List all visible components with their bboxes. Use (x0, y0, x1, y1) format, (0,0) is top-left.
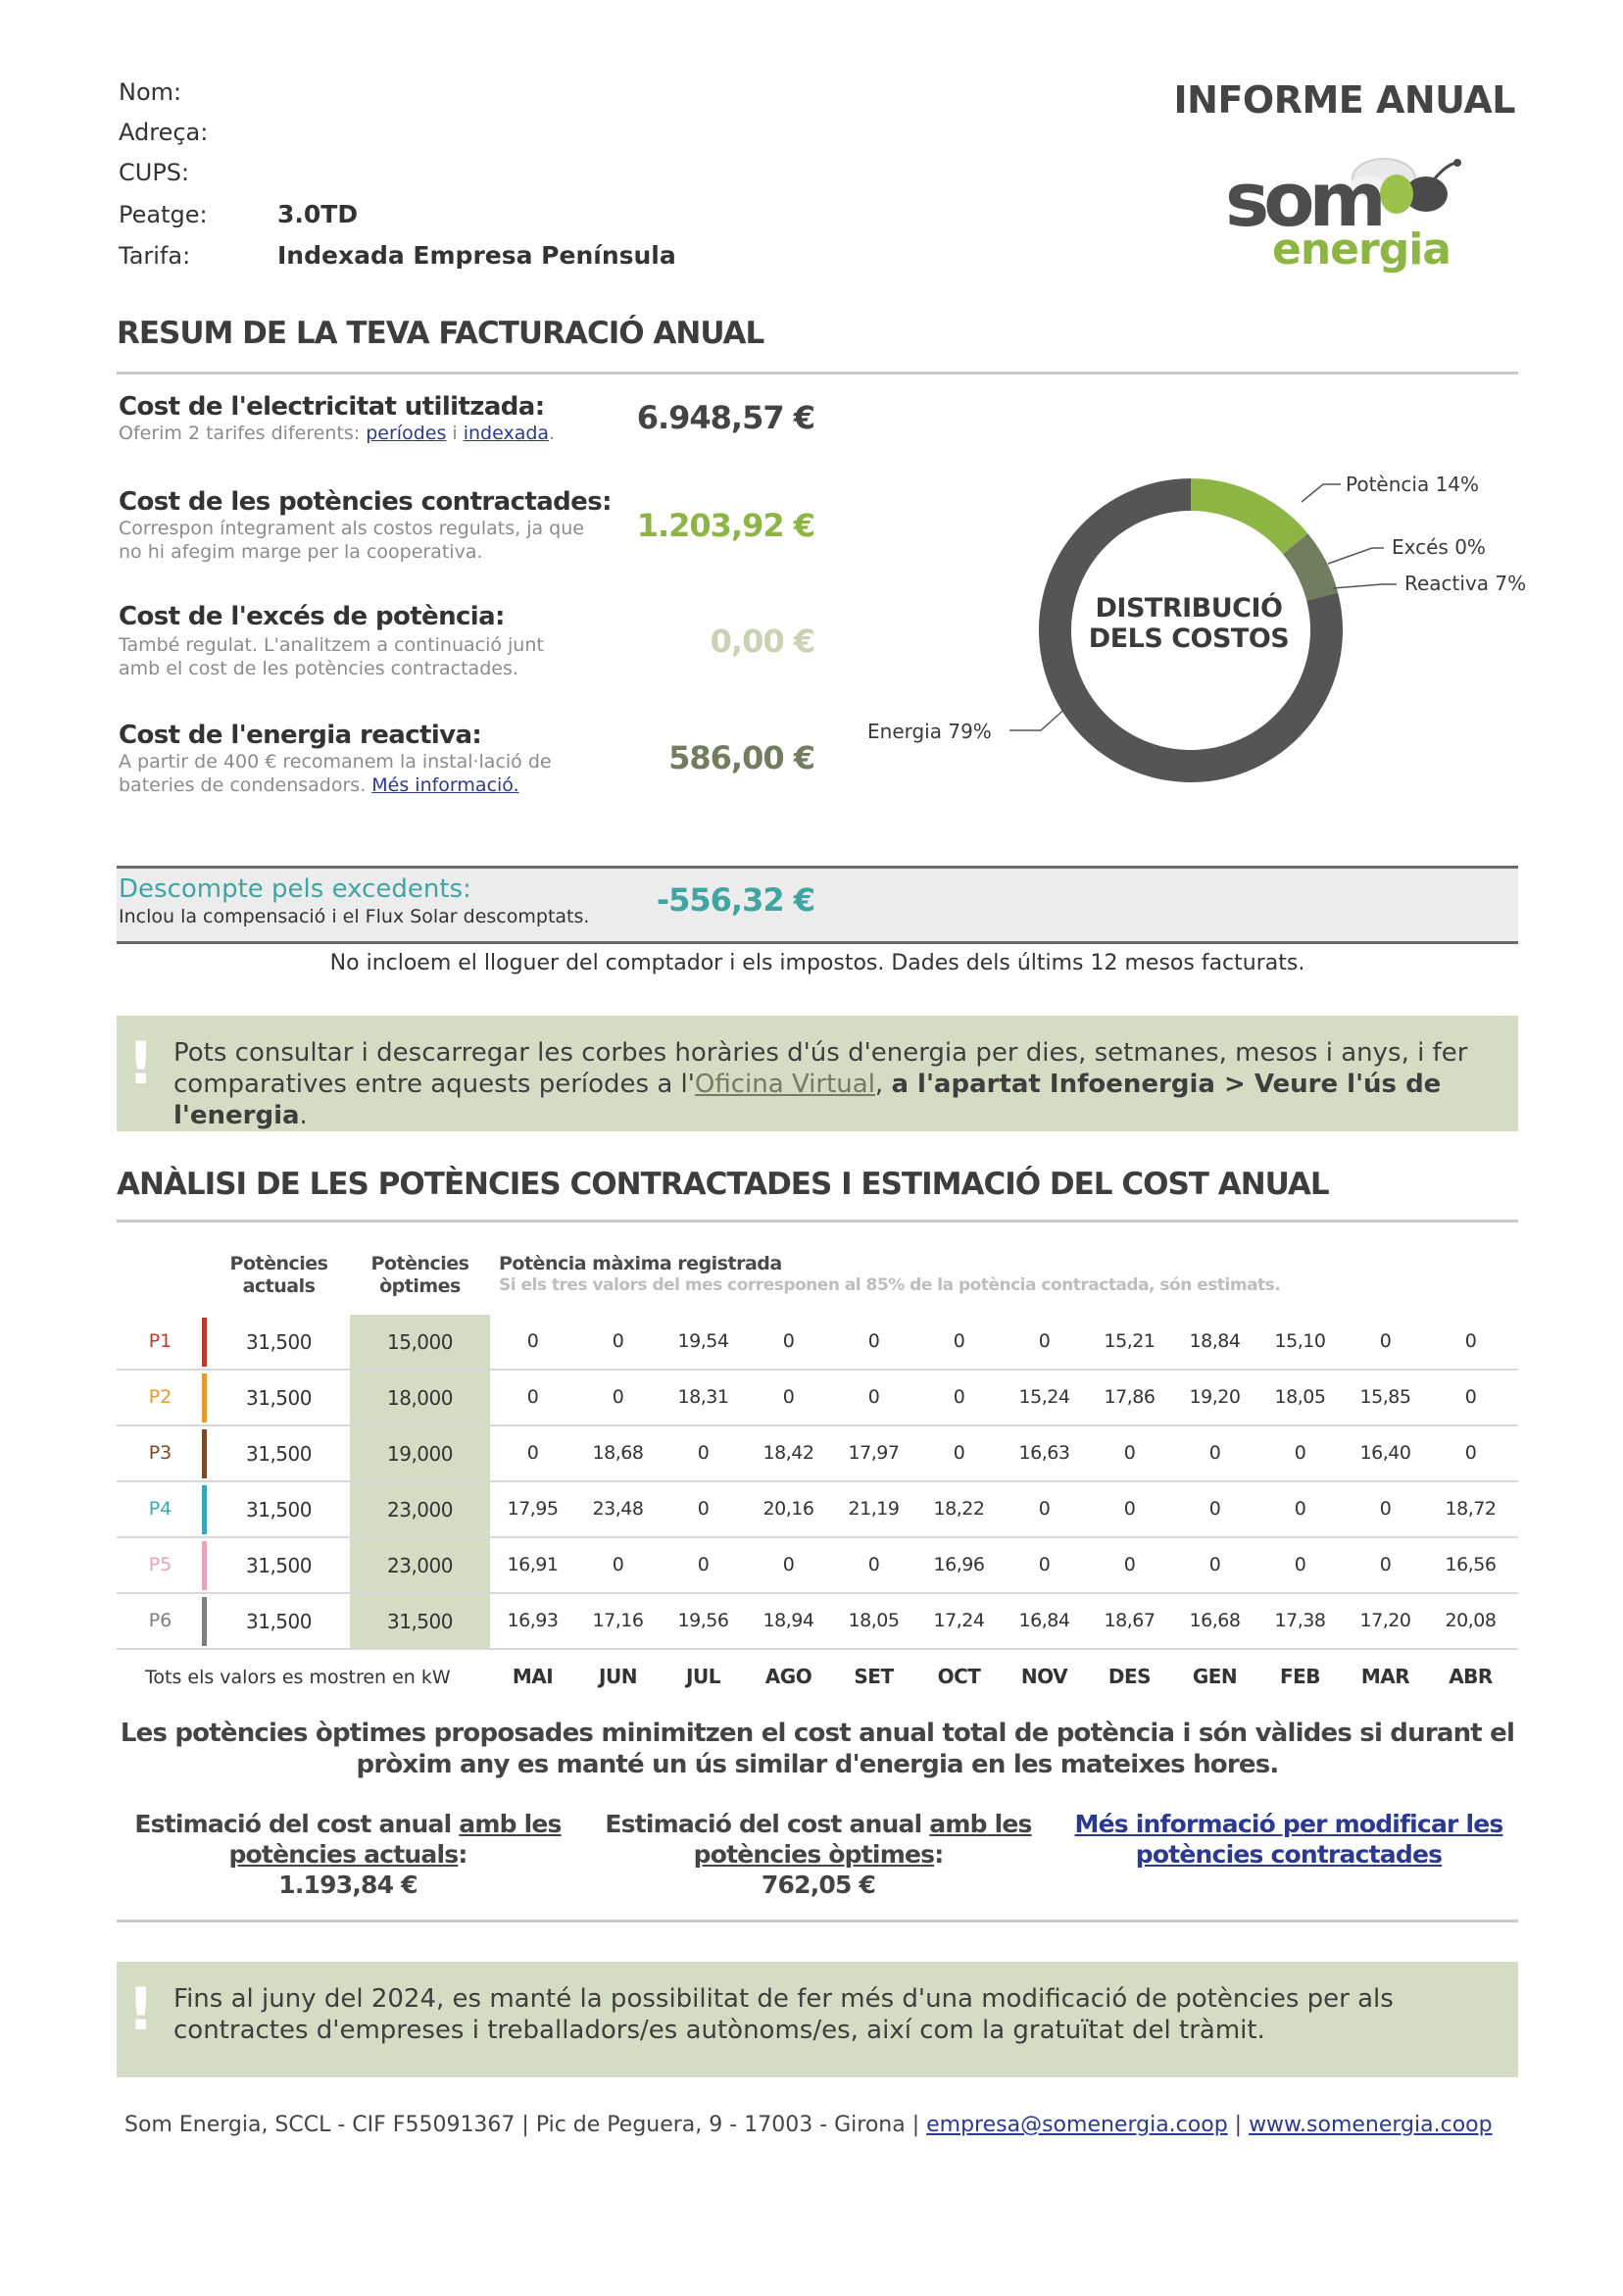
row-divider (117, 1424, 1518, 1426)
max-power-cell: 0 (867, 1330, 880, 1352)
max-power-cell: 0 (1464, 1442, 1477, 1464)
electricity-cost-title: Cost de l'electricitat utilitzada: (119, 392, 545, 422)
max-power-cell: 23,48 (592, 1498, 644, 1520)
max-power-cell: 0 (953, 1386, 965, 1408)
max-power-cell: 0 (1464, 1386, 1477, 1408)
max-power-cell: 0 (1294, 1442, 1306, 1464)
current-power-cell: 31,500 (246, 1498, 312, 1522)
optimal-power-cell: 23,000 (387, 1554, 453, 1577)
max-power-cell: 0 (697, 1498, 710, 1520)
max-power-cell: 20,16 (762, 1498, 814, 1520)
address-label: Adreça: (119, 119, 209, 146)
max-power-cell: 0 (1294, 1498, 1306, 1520)
max-power-cell: 17,38 (1274, 1610, 1326, 1631)
max-power-cell: 0 (1208, 1498, 1221, 1520)
col-current-power: Potències actuals (229, 1253, 328, 1297)
discount-desc: Inclou la compensació i el Flux Solar descomptats. (119, 906, 590, 927)
reactive-cost-desc: A partir de 400 € recomanem la instal·lació de bateries de condensadors. Més informació. (119, 751, 552, 796)
max-power-cell: 0 (1379, 1330, 1392, 1352)
max-power-cell: 0 (612, 1330, 624, 1352)
row-divider (117, 1592, 1518, 1594)
period-label: P4 (148, 1498, 172, 1520)
chart-label-reactive: Reactiva 7% (1404, 572, 1527, 595)
period-label: P2 (148, 1386, 172, 1408)
notice-infoenergia-text: Pots consultar i descarregar les corbes horàries d'ús d'energia per dies, setmanes, mesos i anys, i fer comparatives entre aquests períodes a l'Oficina Virtual, a l'apartat Infoenergia > Veure l'ús de l'energia. (173, 1038, 1468, 1130)
max-power-cell: 16,56 (1445, 1554, 1497, 1575)
footer: Som Energia, SCCL - CIF F55091367 | Pic de Peguera, 9 - 17003 - Girona | empresa@somenergia.coop | www.somenergia.coop (124, 2113, 1493, 2137)
max-power-cell: 0 (1464, 1330, 1477, 1352)
period-color-bar (202, 1541, 207, 1590)
reactive-cost-title: Cost de l'energia reactiva: (119, 721, 482, 750)
power-cost-value: 1.203,92 € (636, 507, 814, 544)
exclamation-icon: ! (127, 1029, 155, 1098)
month-label: JUN (599, 1665, 637, 1688)
chart-label-power: Potència 14% (1346, 473, 1480, 496)
max-power-cell: 0 (612, 1554, 624, 1575)
max-power-cell: 0 (867, 1386, 880, 1408)
col-optimal-power: Potències òptimes (370, 1253, 469, 1297)
max-power-cell: 16,84 (1018, 1610, 1070, 1631)
excess-cost-desc: També regulat. L'analitzem a continuació junt amb el cost de les potències contractades. (119, 634, 544, 679)
website-link[interactable]: www.somenergia.coop (1249, 2113, 1493, 2137)
max-power-cell: 0 (953, 1442, 965, 1464)
max-power-cell: 15,85 (1359, 1386, 1411, 1408)
max-power-cell: 19,54 (677, 1330, 729, 1352)
period-color-bar (202, 1429, 207, 1478)
max-power-cell: 0 (526, 1330, 539, 1352)
estimate-divider (117, 1920, 1518, 1922)
max-power-cell: 0 (782, 1330, 795, 1352)
max-power-cell: 18,31 (677, 1386, 729, 1408)
max-power-cell: 18,22 (933, 1498, 985, 1520)
max-power-cell: 16,93 (507, 1610, 559, 1631)
max-power-cell: 18,72 (1445, 1498, 1497, 1520)
email-link[interactable]: empresa@somenergia.coop (926, 2113, 1228, 2137)
max-power-cell: 17,97 (848, 1442, 900, 1464)
row-divider (117, 1648, 1518, 1650)
period-label: P5 (148, 1554, 172, 1575)
period-color-bar (202, 1597, 207, 1646)
period-label: P3 (148, 1442, 172, 1464)
max-power-cell: 15,10 (1274, 1330, 1326, 1352)
max-power-cell: 18,68 (592, 1442, 644, 1464)
report-title: INFORME ANUAL (1173, 78, 1515, 122)
max-power-cell: 0 (1038, 1554, 1051, 1575)
estimate-optimal-value: 762,05 € (761, 1871, 876, 1899)
optimal-statement: Les potències òptimes proposades minimitzen el cost anual total de potència i són vàlides si durant el pròxim any es manté un ús similar d'energia en les mateixes hores. (120, 1719, 1515, 1779)
month-label: DES (1107, 1665, 1152, 1688)
max-power-cell: 0 (1038, 1498, 1051, 1520)
period-label: P1 (148, 1330, 172, 1352)
summary-divider (117, 372, 1518, 374)
col-max-power-note: Si els tres valors del mes corresponen al 85% de la potència contractada, són estimats. (499, 1275, 1281, 1295)
month-label: NOV (1020, 1665, 1068, 1688)
reactive-cost-value: 586,00 € (668, 739, 814, 776)
electricity-cost-value: 6.948,57 € (636, 399, 814, 436)
max-power-cell: 16,40 (1359, 1442, 1411, 1464)
exclamation-icon: ! (127, 1975, 155, 2044)
period-color-bar (202, 1485, 207, 1534)
toll-value: 3.0TD (277, 200, 359, 228)
max-power-cell: 0 (1379, 1498, 1392, 1520)
logo-main-text: som (1225, 156, 1381, 243)
max-power-cell: 0 (612, 1386, 624, 1408)
optimal-power-cell: 19,000 (387, 1442, 453, 1466)
donut-slice-potència (1191, 478, 1307, 554)
month-label: JUL (686, 1665, 720, 1688)
chart-label-excess: Excés 0% (1392, 535, 1486, 559)
max-power-cell: 18,84 (1189, 1330, 1241, 1352)
chart-title: DISTRIBUCIÓ DELS COSTOS (1088, 593, 1290, 654)
power-cost-desc: Correspon íntegrament als costos regulats, ja que no hi afegim marge per la cooperativa. (119, 518, 584, 563)
max-power-cell: 18,94 (762, 1610, 814, 1631)
name-label: Nom: (119, 78, 182, 106)
max-power-cell: 17,86 (1104, 1386, 1156, 1408)
month-label: SET (854, 1665, 894, 1688)
max-power-cell: 16,68 (1189, 1610, 1241, 1631)
estimate-current: Estimació del cost anual amb les potències actuals: 1.193,84 € (134, 1810, 562, 1899)
max-power-cell: 17,95 (507, 1498, 559, 1520)
max-power-cell: 0 (1208, 1554, 1221, 1575)
max-power-cell: 0 (867, 1554, 880, 1575)
max-power-cell: 16,96 (933, 1554, 985, 1575)
max-power-cell: 19,56 (677, 1610, 729, 1631)
current-power-cell: 31,500 (246, 1610, 312, 1633)
max-power-cell: 16,63 (1018, 1442, 1070, 1464)
max-power-cell: 0 (782, 1386, 795, 1408)
cups-label: CUPS: (119, 159, 190, 186)
optimal-power-cell: 31,500 (387, 1610, 453, 1633)
period-label: P6 (148, 1610, 172, 1631)
month-label: AGO (764, 1665, 812, 1688)
row-divider (117, 1369, 1518, 1371)
power-cost-title: Cost de les potències contractades: (119, 487, 612, 517)
max-power-cell: 15,21 (1104, 1330, 1156, 1352)
col-max-power: Potència màxima registrada (499, 1253, 782, 1274)
period-color-bar (202, 1373, 207, 1423)
month-label: GEN (1192, 1665, 1238, 1688)
max-power-cell: 20,08 (1445, 1610, 1497, 1631)
estimate-optimal: Estimació del cost anual amb les potències òptimes: 762,05 € (605, 1810, 1032, 1899)
max-power-cell: 17,16 (592, 1610, 644, 1631)
optimal-power-cell: 18,000 (387, 1386, 453, 1410)
excess-cost-value: 0,00 € (710, 623, 814, 660)
analysis-title: ANÀLISI DE LES POTÈNCIES CONTRACTADES I ESTIMACIÓ DEL COST ANUAL (117, 1167, 1329, 1202)
estimate-current-value: 1.193,84 € (278, 1871, 418, 1899)
som-energia-logo (1225, 145, 1480, 282)
row-divider (117, 1536, 1518, 1538)
max-power-cell: 15,24 (1018, 1386, 1070, 1408)
max-power-cell: 0 (1123, 1554, 1136, 1575)
max-power-cell: 0 (697, 1554, 710, 1575)
max-power-cell: 0 (1038, 1330, 1051, 1352)
month-label: FEB (1279, 1665, 1321, 1688)
max-power-cell: 16,91 (507, 1554, 559, 1575)
current-power-cell: 31,500 (246, 1554, 312, 1577)
excess-cost-title: Cost de l'excés de potència: (119, 602, 505, 631)
discount-title: Descompte pels excedents: (119, 874, 471, 904)
max-power-cell: 0 (526, 1386, 539, 1408)
max-power-cell: 18,05 (1274, 1386, 1326, 1408)
max-power-cell: 0 (1208, 1442, 1221, 1464)
month-label: ABR (1449, 1665, 1493, 1688)
current-power-cell: 31,500 (246, 1330, 312, 1354)
periods-link[interactable]: períodes (366, 423, 447, 444)
units-note: Tots els valors es mostren en kW (145, 1667, 451, 1688)
month-label: MAR (1360, 1665, 1410, 1688)
max-power-cell: 18,05 (848, 1610, 900, 1631)
current-power-cell: 31,500 (246, 1442, 312, 1466)
toll-label: Peatge: (119, 201, 208, 228)
summary-title: RESUM DE LA TEVA FACTURACIÓ ANUAL (117, 316, 764, 351)
max-power-cell: 18,67 (1104, 1610, 1156, 1631)
indexed-link[interactable]: indexada (463, 423, 550, 444)
max-power-cell: 0 (782, 1554, 795, 1575)
summary-note: No incloem el lloguer del comptador i els impostos. Dades dels últims 12 mesos facturats. (329, 951, 1305, 975)
logo-sub-text: energia (1272, 225, 1451, 275)
max-power-cell: 0 (526, 1442, 539, 1464)
electricity-cost-desc: Oferim 2 tarifes diferents: períodes i indexada. (119, 423, 556, 444)
optimal-power-cell: 23,000 (387, 1498, 453, 1522)
discount-value: -556,32 € (656, 881, 814, 919)
max-power-cell: 0 (697, 1442, 710, 1464)
more-info-reactive-link[interactable]: Més informació. (371, 774, 519, 796)
max-power-cell: 19,20 (1189, 1386, 1241, 1408)
max-power-cell: 17,24 (933, 1610, 985, 1631)
analysis-divider (117, 1220, 1518, 1223)
notice-modification-text: Fins al juny del 2024, es manté la possibilitat de fer més d'una modificació de potències per als contractes d'empreses i treballadors/es autònoms/es, així com la gratuïtat del tràmit. (173, 1984, 1394, 2045)
max-power-cell: 0 (1379, 1554, 1392, 1575)
virtual-office-link[interactable]: Oficina Virtual (694, 1070, 875, 1099)
max-power-cell: 0 (1123, 1498, 1136, 1520)
month-label: OCT (937, 1665, 981, 1688)
current-power-cell: 31,500 (246, 1386, 312, 1410)
max-power-cell: 21,19 (848, 1498, 900, 1520)
period-color-bar (202, 1318, 207, 1367)
max-power-cell: 0 (953, 1330, 965, 1352)
tariff-value: Indexada Empresa Península (277, 241, 676, 270)
tariff-label: Tarifa: (119, 242, 191, 270)
optimal-power-cell: 15,000 (387, 1330, 453, 1354)
modify-power-link[interactable]: Més informació per modificar les potències contractades (1074, 1810, 1503, 1869)
month-label: MAI (512, 1665, 554, 1688)
row-divider (117, 1480, 1518, 1482)
max-power-cell: 0 (1294, 1554, 1306, 1575)
max-power-cell: 18,42 (762, 1442, 814, 1464)
max-power-cell: 0 (1123, 1442, 1136, 1464)
chart-label-energy: Energia 79% (867, 720, 992, 743)
max-power-cell: 17,20 (1359, 1610, 1411, 1631)
